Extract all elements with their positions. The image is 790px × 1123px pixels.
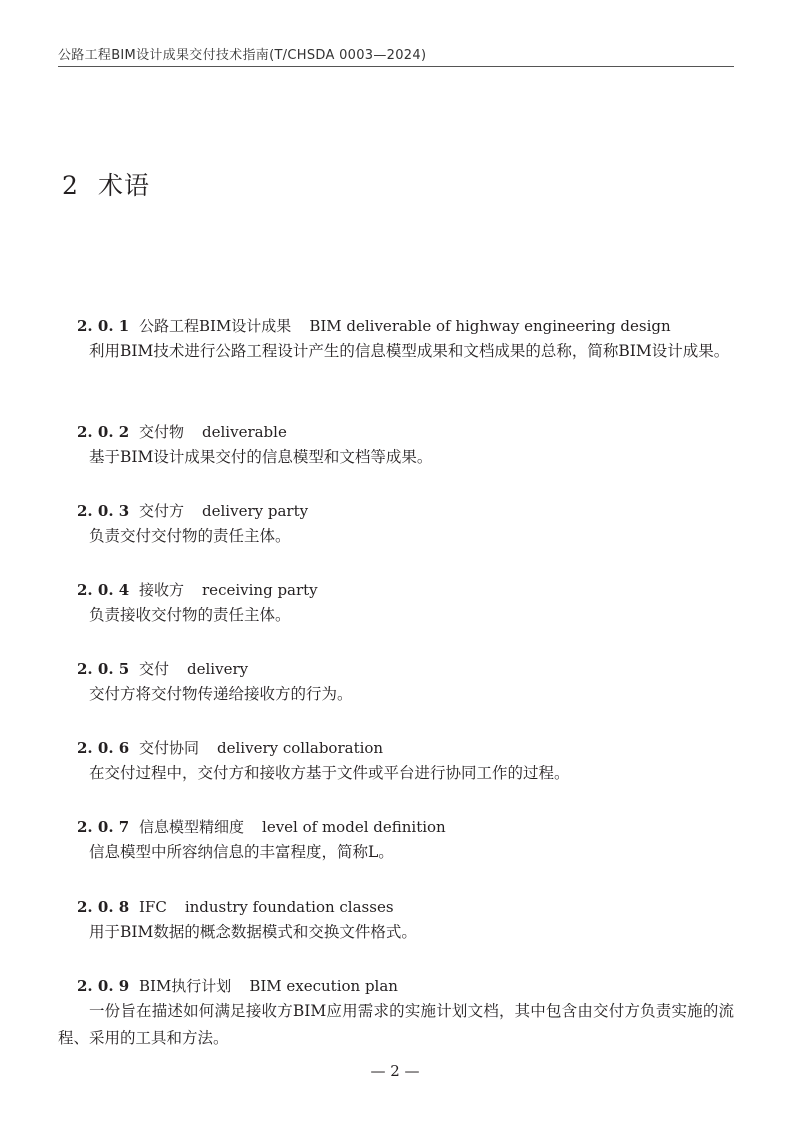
term-english: BIM deliverable of highway engineering design xyxy=(309,317,671,335)
term-heading xyxy=(58,315,734,337)
term-entry xyxy=(58,975,734,1052)
term-number: 2. 0. 2 xyxy=(77,423,130,441)
term-chinese: 接收方 xyxy=(139,581,185,599)
term-chinese: BIM执行计划 xyxy=(139,977,232,995)
chapter-title: 术语 xyxy=(98,171,151,200)
term-definition: 负责交付交付物的责任主体。 xyxy=(89,527,291,545)
term-english: deliverable xyxy=(202,423,287,441)
running-header: 公路工程BIM设计成果交付技术指南(T/CHSDA 0003—2024) xyxy=(58,48,427,63)
term-number: 2. 0. 9 xyxy=(77,977,130,995)
term-chinese: IFC xyxy=(139,898,167,916)
term-definition: 一份旨在描述如何满足接收方BIM应用需求的实施计划文档，其中包含由交付方负责实施的流程、采用的工具和方法。 xyxy=(58,1002,734,1047)
term-definition: 交付方将交付物传递给接收方的行为。 xyxy=(89,685,353,703)
term-chinese: 交付 xyxy=(139,660,170,678)
term-definition: 用于BIM数据的概念数据模式和交换文件格式。 xyxy=(89,923,417,941)
header-divider xyxy=(58,66,734,67)
term-chinese: 信息模型精细度 xyxy=(139,818,245,836)
term-definition: 负责接收交付物的责任主体。 xyxy=(89,606,291,624)
term-heading xyxy=(58,737,734,759)
term-number: 2. 0. 4 xyxy=(77,581,130,599)
term-heading xyxy=(58,658,734,680)
term-chinese: 公路工程BIM设计成果 xyxy=(139,317,292,335)
term-number: 2. 0. 6 xyxy=(77,739,130,757)
term-entry xyxy=(58,579,734,629)
term-english: BIM execution plan xyxy=(249,977,398,995)
term-chinese: 交付协同 xyxy=(139,739,200,757)
term-entry xyxy=(58,816,734,866)
term-heading xyxy=(58,500,734,522)
term-heading xyxy=(58,896,734,918)
term-entry xyxy=(58,658,734,708)
term-english: delivery collaboration xyxy=(217,739,384,757)
term-number: 2. 0. 1 xyxy=(77,317,130,335)
term-heading xyxy=(58,579,734,601)
page-number: — 2 — xyxy=(370,1062,420,1080)
term-number: 2. 0. 5 xyxy=(77,660,130,678)
term-number: 2. 0. 7 xyxy=(77,818,130,836)
term-english: delivery party xyxy=(202,502,309,520)
term-heading xyxy=(58,421,734,443)
term-english: receiving party xyxy=(202,581,318,599)
term-entry xyxy=(58,315,734,365)
term-definition: 基于BIM设计成果交付的信息模型和文档等成果。 xyxy=(89,448,433,466)
term-chinese: 交付物 xyxy=(139,423,185,441)
term-number: 2. 0. 3 xyxy=(77,502,130,520)
chapter-number: 2 xyxy=(62,171,79,200)
term-definition: 信息模型中所容纳信息的丰富程度，简称L。 xyxy=(89,843,394,861)
term-english: industry foundation classes xyxy=(184,898,394,916)
term-english: delivery xyxy=(187,660,249,678)
term-entry xyxy=(58,896,734,946)
term-entry xyxy=(58,500,734,550)
term-definition: 在交付过程中，交付方和接收方基于文件或平台进行协同工作的过程。 xyxy=(89,764,570,782)
term-heading xyxy=(58,816,734,838)
term-heading xyxy=(58,975,734,997)
chapter-heading xyxy=(62,166,150,202)
term-definition: 利用BIM技术进行公路工程设计产生的信息模型成果和文档成果的总称，简称BIM设计成果。 xyxy=(89,342,730,360)
term-entry xyxy=(58,737,734,787)
term-chinese: 交付方 xyxy=(139,502,185,520)
term-english: level of model definition xyxy=(262,818,446,836)
term-entry xyxy=(58,421,734,471)
term-number: 2. 0. 8 xyxy=(77,898,130,916)
